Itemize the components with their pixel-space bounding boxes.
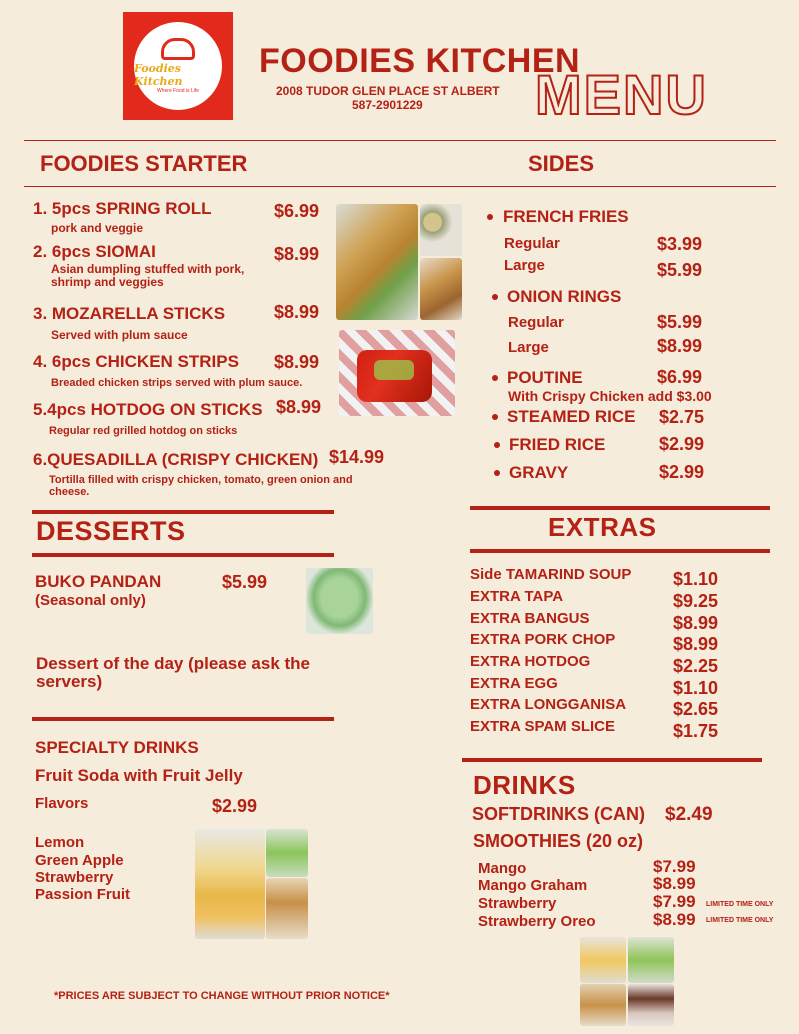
- side-note: With Crispy Chicken add $3.00: [508, 388, 712, 404]
- divider-specialty: [32, 717, 334, 721]
- smoothie-name: Strawberry: [478, 895, 557, 912]
- smoothie-name: Mango: [478, 860, 527, 877]
- side-price: $8.99: [657, 336, 703, 356]
- mango-photo: [580, 937, 626, 983]
- starter-item-name: 6.QUESADILLA (CRISPY CHICKEN): [33, 450, 319, 469]
- menu-heading: MENU: [535, 63, 708, 126]
- starter-item-price: $6.99: [274, 201, 320, 221]
- siomai-photo: [420, 204, 462, 256]
- bullet-icon: [492, 294, 498, 300]
- side-name: FRENCH FRIES: [503, 207, 629, 226]
- starter-heading: FOODIES STARTER: [40, 151, 248, 176]
- dessert-price: $5.99: [222, 572, 268, 592]
- starter-item-desc: Served with plum sauce: [51, 328, 188, 342]
- extra-price: $8.99: [673, 613, 719, 633]
- graham-photo: [580, 984, 626, 1026]
- sides-heading: SIDES: [528, 151, 595, 176]
- bullet-icon: [492, 375, 498, 381]
- starter-item-name: 5.4pcs HOTDOG ON STICKS: [33, 400, 263, 419]
- starter-item-name: 2. 6pcs SIOMAI: [33, 242, 156, 261]
- specialty-price: $2.99: [212, 796, 258, 816]
- starter-item-price: $8.99: [276, 397, 322, 417]
- hotdog-photo: [339, 330, 455, 416]
- starter-item-desc: Asian dumpling stuffed with pork, shrimp and veggies: [51, 262, 245, 289]
- side-size-label: Regular: [508, 314, 564, 331]
- desserts-heading: DESSERTS: [36, 516, 186, 546]
- starter-item-desc: pork and veggie: [51, 221, 144, 235]
- extra-name: EXTRA LONGGANISA: [470, 696, 627, 713]
- extra-name: EXTRA PORK CHOP: [470, 631, 616, 648]
- side-price: $2.99: [659, 434, 705, 454]
- smoothie-photo: [266, 878, 308, 939]
- flavor-item: Strawberry: [35, 869, 114, 886]
- extra-name: EXTRA EGG: [470, 675, 558, 692]
- extra-price: $1.10: [673, 678, 719, 698]
- side-price: $6.99: [657, 367, 703, 387]
- spring-roll-photo: [336, 204, 418, 320]
- extras-heading: EXTRAS: [548, 512, 657, 542]
- side-name: POUTINE: [507, 368, 583, 387]
- smoothie-price: $7.99: [653, 857, 696, 876]
- divider-section: [24, 186, 776, 187]
- green-drink-photo: [628, 937, 674, 983]
- side-price: $2.99: [659, 462, 705, 482]
- buko-pandan-photo: [306, 568, 373, 634]
- brand-logo: [123, 12, 233, 120]
- starter-item-price: $8.99: [274, 244, 320, 264]
- flavor-item: Passion Fruit: [35, 886, 131, 903]
- flavors-label: Flavors: [35, 795, 89, 812]
- divider-top: [24, 140, 776, 141]
- starter-item-name: 1. 5pcs SPRING ROLL: [33, 199, 212, 218]
- bullet-icon: [494, 470, 500, 476]
- flavor-item: Lemon: [35, 834, 85, 851]
- bullet-icon: [494, 442, 500, 448]
- limited-badge: LIMITED TIME ONLY: [706, 901, 774, 908]
- divider-desserts-bottom: [32, 553, 334, 557]
- bullet-icon: [487, 214, 493, 220]
- extra-price: $1.10: [673, 569, 719, 589]
- drinks-heading: DRINKS: [473, 770, 576, 800]
- specialty-heading: SPECIALTY DRINKS: [35, 738, 199, 757]
- extra-price: $8.99: [673, 634, 719, 654]
- extra-price: $9.25: [673, 591, 719, 611]
- quesadilla-photo: [420, 258, 462, 320]
- price-notice: *PRICES ARE SUBJECT TO CHANGE WITHOUT PRIOR NOTICE*: [54, 990, 390, 1002]
- starter-item-price: $14.99: [329, 447, 385, 467]
- side-price: $5.99: [657, 312, 703, 332]
- flavor-item: Green Apple: [35, 852, 124, 869]
- smoothies-heading: SMOOTHIES (20 oz): [473, 831, 644, 851]
- starter-item-price: $8.99: [274, 352, 320, 372]
- side-price: $5.99: [657, 260, 703, 280]
- dessert-name: BUKO PANDAN: [35, 572, 162, 591]
- restaurant-address: 2008 TUDOR GLEN PLACE ST ALBERT: [276, 84, 500, 98]
- smoothie-price: $8.99: [653, 874, 696, 893]
- starter-item-name: 3. MOZARELLA STICKS: [33, 304, 226, 323]
- oreo-photo: [628, 984, 674, 1026]
- smoothie-price: $7.99: [653, 892, 696, 911]
- fruit-soda-photo: [195, 829, 265, 939]
- side-size-label: Regular: [504, 235, 560, 252]
- extra-name: EXTRA BANGUS: [470, 610, 590, 627]
- starter-item-desc: Regular red grilled hotdog on sticks: [49, 425, 238, 437]
- side-size-label: Large: [504, 257, 545, 274]
- extra-name: EXTRA SPAM SLICE: [470, 718, 616, 735]
- smoothie-name: Mango Graham: [478, 877, 588, 894]
- divider-desserts-top: [32, 510, 334, 514]
- divider-drinks: [462, 758, 762, 762]
- side-size-label: Large: [508, 339, 549, 356]
- side-name: STEAMED RICE: [507, 407, 636, 426]
- extra-name: Side TAMARIND SOUP: [470, 566, 632, 583]
- dessert-of-day: Dessert of the day (please ask the servers): [36, 654, 311, 691]
- extra-name: EXTRA TAPA: [470, 588, 564, 605]
- starter-item-name: 4. 6pcs CHICKEN STRIPS: [33, 352, 239, 371]
- dessert-note: (Seasonal only): [35, 592, 146, 609]
- side-name: GRAVY: [509, 463, 569, 482]
- extra-price: $2.25: [673, 656, 719, 676]
- divider-extras-bottom: [470, 549, 770, 553]
- chef-hat-icon: [161, 38, 195, 60]
- starter-item-desc: Breaded chicken strips served with plum sauce.: [51, 377, 303, 389]
- restaurant-title: FOODIES KITCHEN: [259, 42, 581, 80]
- specialty-subtitle: Fruit Soda with Fruit Jelly: [35, 766, 243, 785]
- side-name: FRIED RICE: [509, 435, 606, 454]
- extra-price: $1.75: [673, 721, 719, 741]
- extra-price: $2.65: [673, 699, 719, 719]
- limited-badge: LIMITED TIME ONLY: [706, 917, 774, 924]
- logo-badge: [134, 22, 222, 110]
- restaurant-phone: 587-2901229: [352, 98, 423, 112]
- starter-item-desc: Tortilla filled with crispy chicken, tomato, green onion and cheese.: [49, 474, 353, 498]
- divider-extras-top: [470, 506, 770, 510]
- side-price: $2.75: [659, 407, 705, 427]
- starter-item-price: $8.99: [274, 302, 320, 322]
- side-name: ONION RINGS: [507, 287, 622, 306]
- logo-name: Foodies Kitchen: [134, 62, 183, 88]
- green-soda-photo: [266, 829, 308, 877]
- softdrinks-name: SOFTDRINKS (CAN): [472, 804, 645, 824]
- bullet-icon: [492, 414, 498, 420]
- smoothie-name: Strawberry Oreo: [478, 913, 596, 930]
- side-price: $3.99: [657, 234, 703, 254]
- logo-tagline: Where Food is Life: [157, 88, 199, 94]
- extra-name: EXTRA HOTDOG: [470, 653, 591, 670]
- softdrinks-price: $2.49: [665, 804, 713, 825]
- smoothie-price: $8.99: [653, 910, 696, 929]
